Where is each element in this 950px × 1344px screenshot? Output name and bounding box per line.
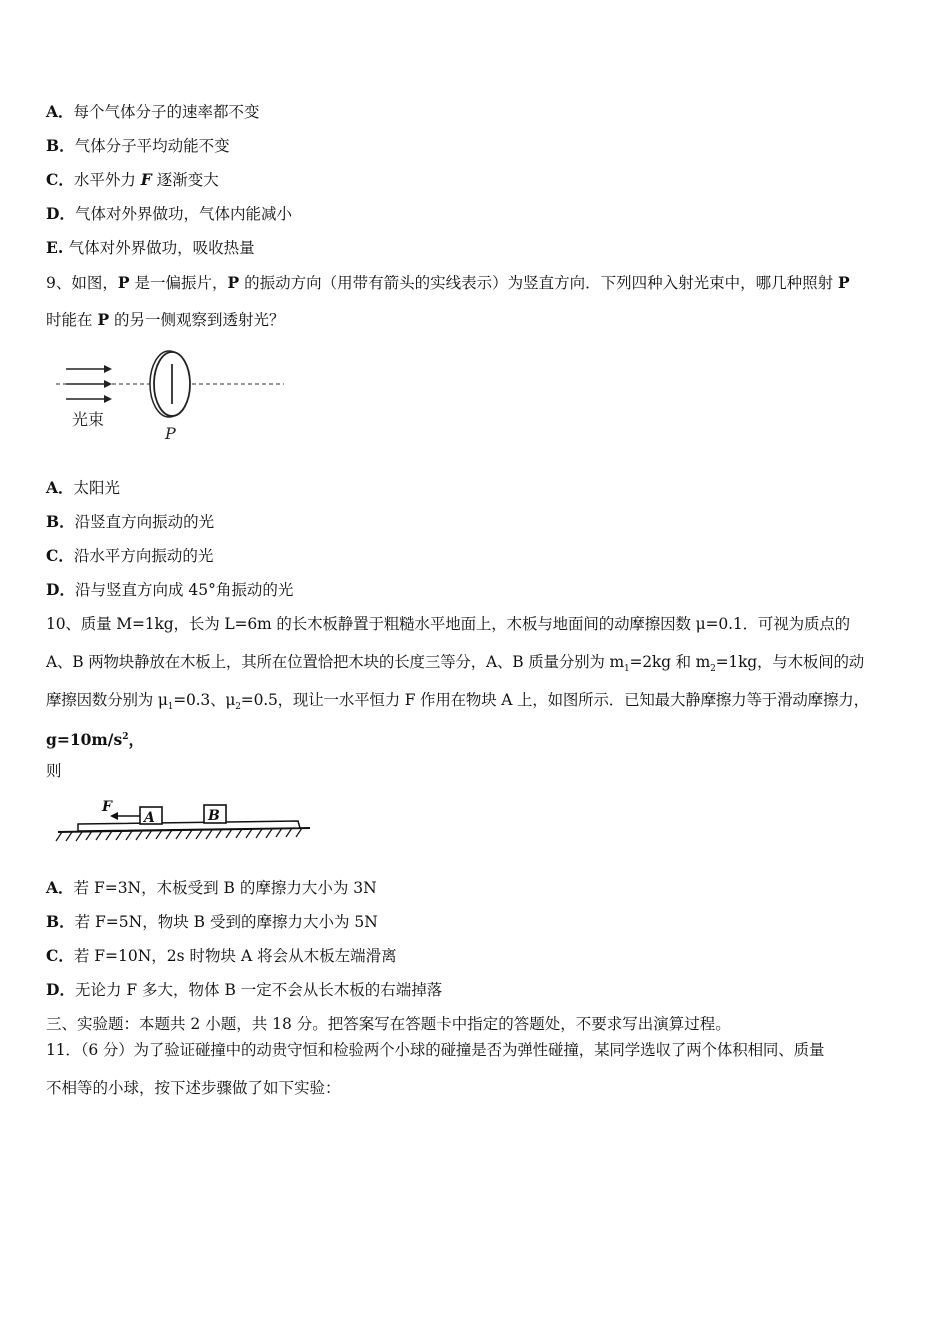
q10-option-c: C．若 F=10N，2s 时物块 A 将会从木板左端滑离 (46, 946, 397, 965)
block-a-label: A (144, 810, 155, 826)
q9-option-d: D．沿与竖直方向成 45°角振动的光 (46, 580, 294, 599)
polarizer-figure (52, 342, 292, 447)
q10-stem-line2: A、B 两物块静放在木板上，其所在位置恰把木块的长度三等分，A、B 质量分别为 $m_1=2kg$ 和 $m_2=1kg$，与木板间的动 (46, 653, 865, 675)
q10-option-d: D．无论力 F 多大，物体 B 一定不会从长木板的右端掉落 (46, 980, 443, 999)
q8-option-e: E. 气体对外界做功，吸收热量 (46, 238, 255, 257)
q8-option-b: B．气体分子平均动能不变 (46, 136, 230, 155)
q9-option-c: C．沿水平方向振动的光 (46, 546, 214, 565)
q9-stem-line1: 9、如图，P 是一偏振片，P 的振动方向（用带有箭头的实线表示）为竖直方向．下列四种入射光束中，哪几种照射 P (46, 273, 850, 292)
force-label: F (102, 799, 112, 815)
q11-stem-line1: 11．（6 分）为了验证碰撞中的动贵守恒和检验两个小球的碰撞是否为弹性碰撞，某同学选収了两个体积相同、质量 (46, 1041, 825, 1059)
q8-option-d: D．气体对外界做功，气体内能减小 (46, 204, 292, 223)
polarizer-label: P (165, 424, 176, 443)
q9-option-a: A．太阳光 (46, 478, 121, 497)
q9-stem-line2: 时能在 P 的另一侧观察到透射光？ (46, 310, 285, 329)
q10-option-a: A．若 F=3N，木板受到 B 的摩擦力大小为 3N (46, 878, 377, 897)
q10-stem-line3: 摩擦因数分别为 $\mu_1=0.3$、$\mu_2=0.5$，现让一水平恒力 F 作用在物块 A 上，如图所示．已知最大静摩擦力等于滑动摩擦力， (46, 691, 869, 713)
q8-option-a: A．每个气体分子的速率都不变 (46, 102, 260, 121)
q11-stem-line2: 不相等的小球，按下述步骤做了如下实验： (46, 1079, 341, 1097)
q10-stem-line4: $g=10m/s^2$， (46, 730, 144, 750)
board-blocks-figure (52, 795, 316, 847)
beam-arrowhead-2 (104, 380, 112, 388)
section-heading: 三、实验题：本题共 2 小题，共 18 分。把答案写在答题卡中指定的答题处，不要求写出演算过程。 (46, 1015, 731, 1033)
q9-option-b: B．沿竖直方向振动的光 (46, 512, 215, 531)
q10-option-b: B．若 F=5N，物块 B 受到的摩擦力大小为 5N (46, 912, 378, 931)
q8-option-c: C．水平外力 F 逐渐变大 (46, 170, 219, 189)
block-b-label: B (208, 808, 220, 824)
beam-label: 光束 (72, 410, 105, 429)
q10-stem-line5: 则 (46, 762, 62, 780)
beam-arrowhead-3 (104, 395, 112, 403)
beam-arrowhead-1 (104, 365, 112, 373)
q10-stem-line1: 10、质量 M=1kg，长为 L=6m 的长木板静置于粗糙水平地面上，木板与地面间的动摩擦因数 μ=0.1．可视为质点的 (46, 615, 851, 633)
